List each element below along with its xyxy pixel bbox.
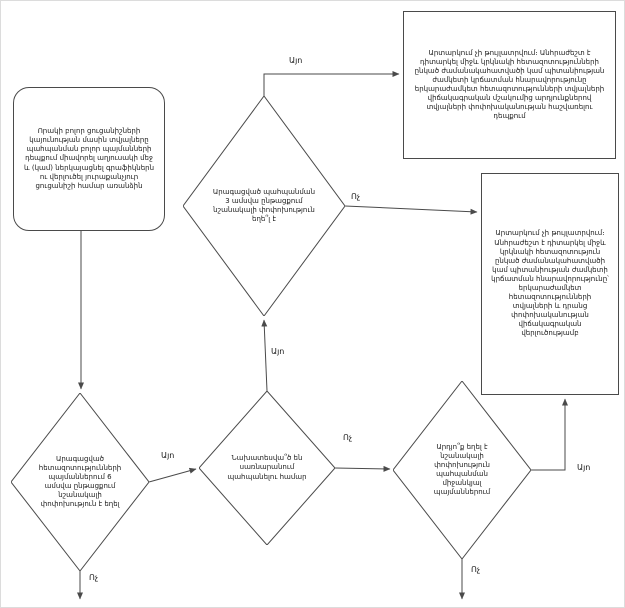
edge-label-yes-3-months-top: Այո	[289, 56, 303, 65]
no-extrapolation-right-node	[481, 173, 619, 395]
edge-label-yes-refrigerator-up: Այո	[271, 347, 285, 356]
arrow-intermediate-yes-to-no-extrapolation-right	[531, 399, 565, 470]
start-node-text: Որակի բոլոր ցուցանիշների կայունության մասին տվյալները պահպանման բոլոր պայմանների դեպքում միավորել աղյուսակի մեջ և (կամ) ներկայացնել գրաֆիկներն ու վերլուծել յուրաքանչյուր ցուցանիշի համար առանձին	[23, 127, 155, 190]
decision-change-intermediate-text: Արդյո՞ք եղել է նշանակալի փոփոխություն պահպանման միջանկյալ պայմաններում	[433, 442, 491, 497]
decision-change-3-months	[183, 96, 345, 316]
edge-label-no-intermediate-down: Ոչ	[471, 565, 481, 574]
decision-refrigerator-storage	[199, 391, 335, 545]
edge-label-no-refrigerator-right: Ոչ	[343, 433, 353, 442]
decision-change-3-months-text: Արագացված պահպանման 3 ամսվա ընթացքում նշանակալի փոփոխություն եղե՞լ է	[212, 187, 316, 224]
edge-label-no-6-months-down: Ոչ	[89, 573, 99, 582]
arrow-6-months-yes-to-refrigerator	[149, 469, 196, 482]
arrow-3-months-no-to-no-extrapolation-right	[345, 206, 477, 212]
decision-change-6-months-text: Արագացված հետազոտությունների պայմաններում 6 ամսվա ընթացքում նշանակալի փոփոխություն է եղել	[38, 454, 122, 509]
no-extrapolation-right-text: Արտարկում չի թույլատրվում։ Անհրաժեշտ է դիտարկել միջև կրկնակի հետազոտություն ընկած ժամանակահատվածի կամ պիտանիության ժամկետի կրճատման հնարավորությունը՝ երկարաժամկետ հետազոտությունների տվյալների և դրանց փոփոխականության վիճակագրական վերլուծությամբ	[491, 229, 609, 338]
arrow-3-months-yes-to-no-extrapolation-top	[264, 74, 399, 96]
no-extrapolation-top-text: Արտարկում չի թույլատրվում։ Անհրաժեշտ է դիտարկել միջև կրկնակի հետազոտությունների ընկած ժամանակահատվածի կամ պիտանիության ժամկետի կրճատման հնարավորությունը երկարաժամկետ հետազոտությունների տվյալների վիճակագրական մշակումից արդյունքներով տվյալների փոփոխականության հաշվառելու դեպքում	[414, 48, 605, 121]
decision-change-intermediate	[393, 381, 531, 559]
decision-change-6-months	[11, 393, 149, 571]
start-node	[13, 87, 165, 231]
arrow-refrigerator-yes-to-3-months	[264, 320, 267, 391]
edge-label-yes-intermediate-up: Այո	[577, 463, 591, 472]
edge-label-yes-6-months-right: Այո	[161, 451, 175, 460]
no-extrapolation-top-node	[403, 11, 616, 159]
edge-label-no-3-months-right: Ոչ	[351, 192, 361, 201]
decision-refrigerator-storage-text: Նախատեսվա՞ծ են սառնարանում պահպանելու համար	[227, 454, 307, 481]
arrow-refrigerator-no-to-intermediate	[335, 468, 390, 469]
